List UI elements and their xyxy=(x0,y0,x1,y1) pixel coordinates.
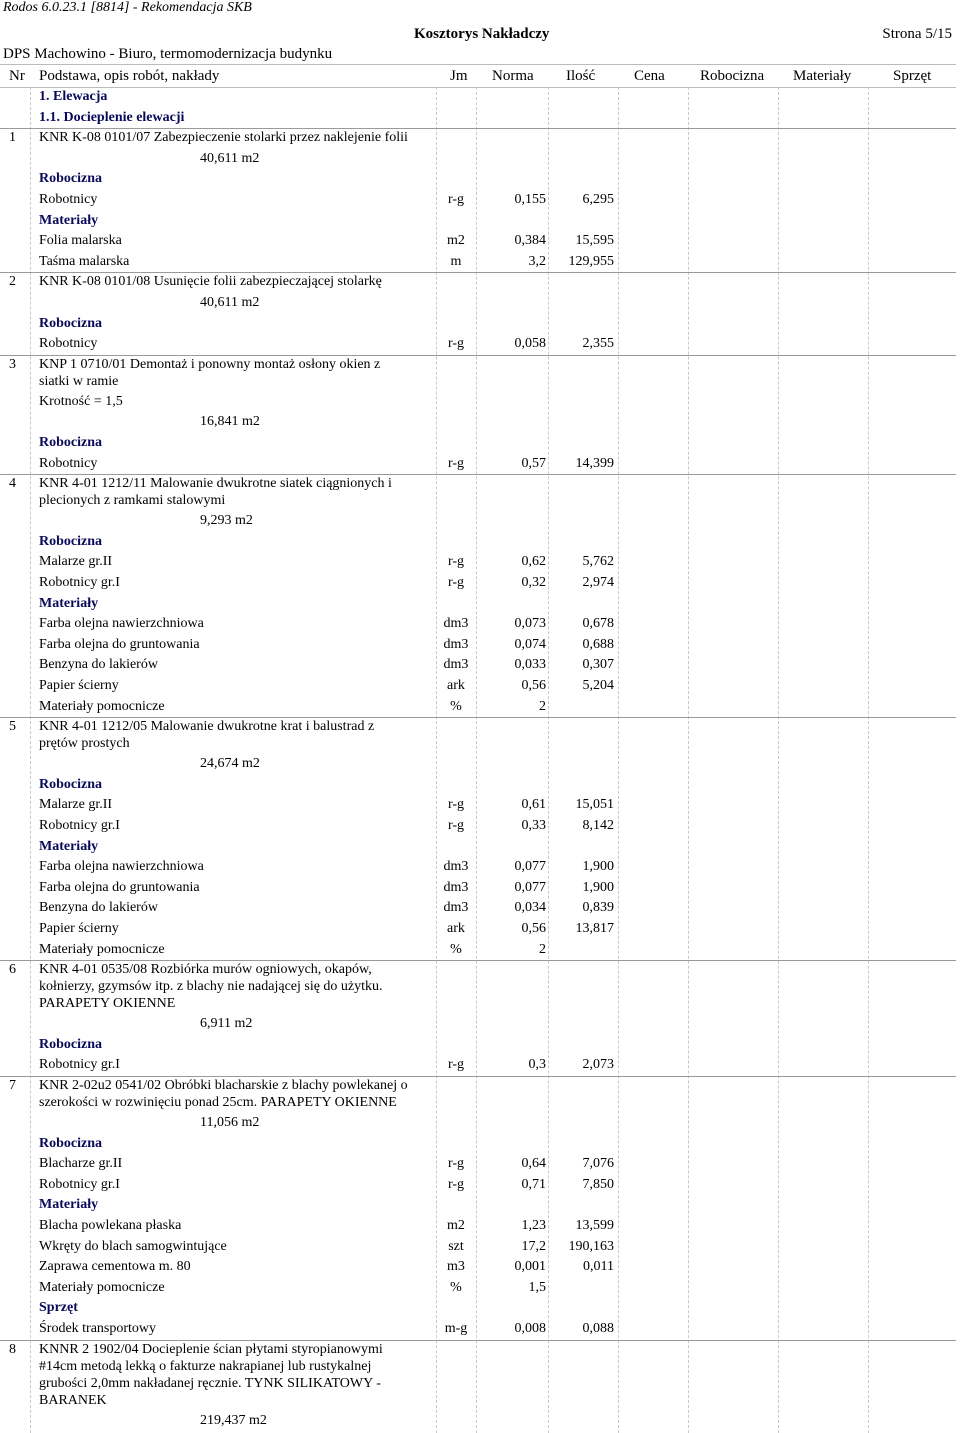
quantity-value: 0,088 xyxy=(582,1321,614,1336)
norm-value: 0,32 xyxy=(521,575,546,590)
position-separator xyxy=(0,717,956,718)
section-title: 1. Elewacja xyxy=(39,89,108,104)
position-separator xyxy=(0,1340,956,1341)
description-continuation xyxy=(0,994,956,1014)
resource-group-label: Robocizna xyxy=(39,533,102,549)
resource-name: Blacha powlekana płaska xyxy=(39,1218,182,1233)
position-description: KNR K-08 0101/08 Usunięcie folii zabezpieczającej stolarkę xyxy=(39,274,382,290)
position-description: KNNR 2 1902/04 Docieplenie ścian płytami styropianowymi xyxy=(39,1341,383,1357)
unit: r-g xyxy=(447,554,465,570)
quantity-row xyxy=(0,1411,956,1431)
resource-row xyxy=(0,1055,956,1075)
position-quantity: 40,611 m2 xyxy=(200,150,260,166)
description-text: #14cm metodą lekką o fakturze nakrapianej lub rustykalnej xyxy=(39,1358,372,1374)
resource-name: Benzyna do lakierów xyxy=(39,657,158,673)
unit: m3 xyxy=(447,1259,465,1275)
description-text: BARANEK xyxy=(39,1392,107,1408)
position-number: 4 xyxy=(9,476,16,492)
unit: dm3 xyxy=(443,879,469,895)
quantity-row xyxy=(0,1014,956,1034)
position-separator xyxy=(0,1076,956,1077)
unit: dm3 xyxy=(443,636,469,652)
col-robocizna: Robocizna xyxy=(700,68,765,84)
unit: dm3 xyxy=(443,657,469,673)
resource-row xyxy=(0,940,956,960)
resource-name: Folia malarska xyxy=(39,233,122,249)
norm-value: 0,56 xyxy=(521,678,546,693)
quantity-value: 6,295 xyxy=(582,192,614,207)
resource-group-label: Robocizna xyxy=(39,1036,102,1052)
company-name: DPS Machowino - Biuro, termomodernizacja budynku xyxy=(3,46,333,62)
quantity-value: 0,307 xyxy=(582,657,614,673)
quantity-value: 13,599 xyxy=(575,1218,614,1233)
description-continuation xyxy=(0,491,956,511)
position-number: 8 xyxy=(9,1341,16,1357)
resource-row xyxy=(0,190,956,210)
resource-row xyxy=(0,697,956,717)
description-text: kołnierzy, gzymsów itp. z blachy nie nadającej się do użytku. xyxy=(39,979,383,995)
position-description: KNR 4-01 1212/11 Malowanie dwukrotne siatek ciągnionych i xyxy=(39,476,392,492)
column-header-row xyxy=(0,64,956,88)
page-number: Strona 5/15 xyxy=(882,26,952,42)
resource-group-label: Materiały xyxy=(39,595,99,611)
quantity-value: 0,839 xyxy=(582,900,614,916)
position-separator xyxy=(0,355,956,356)
unit: m-g xyxy=(444,1321,468,1336)
quantity-row xyxy=(0,754,956,774)
quantity-value: 5,204 xyxy=(582,678,614,693)
quantity-value: 1,900 xyxy=(582,879,614,895)
col-ilosc: Ilość xyxy=(566,68,596,84)
col-norma: Norma xyxy=(492,68,534,84)
description-text: szerokości w rozwinięciu ponad 25cm. PARAPETY OKIENNE xyxy=(39,1095,397,1110)
resource-group-label: Materiały xyxy=(39,838,99,854)
description-text: PARAPETY OKIENNE xyxy=(39,996,176,1012)
cost-estimate-table xyxy=(0,87,956,1433)
resource-group-row xyxy=(0,1035,956,1055)
resource-name: Robotnicy xyxy=(39,192,98,207)
description-continuation xyxy=(0,392,956,412)
position-number: 7 xyxy=(9,1078,16,1093)
resource-name: Robotnicy gr.I xyxy=(39,1057,120,1073)
resource-name: Taśma malarska xyxy=(39,253,130,269)
norm-value: 0,56 xyxy=(521,921,546,936)
resource-group-label: Materiały xyxy=(39,1197,99,1213)
unit: r-g xyxy=(447,797,465,813)
norm-value: 0,71 xyxy=(521,1176,546,1192)
position-description: KNR 4-01 0535/08 Rozbiórka murów ogniowych, okapów, xyxy=(39,962,372,978)
resource-row xyxy=(0,1216,956,1236)
resource-name: Papier ścierny xyxy=(39,921,119,936)
resource-group-label: Robocizna xyxy=(39,1135,102,1151)
position-separator xyxy=(0,474,956,475)
section-row xyxy=(0,108,956,128)
quantity-value: 2,355 xyxy=(582,336,614,352)
norm-value: 0,073 xyxy=(514,616,546,632)
resource-name: Malarze gr.II xyxy=(39,554,113,570)
resource-group-label: Robocizna xyxy=(39,171,102,187)
resource-name: Materiały pomocnicze xyxy=(39,698,165,714)
resource-row xyxy=(0,231,956,251)
col-materialy: Materiały xyxy=(793,68,852,84)
resource-name: Robotnicy gr.I xyxy=(39,1176,120,1192)
norm-value: 0,155 xyxy=(514,192,546,207)
description-continuation xyxy=(0,734,956,754)
resource-name: Farba olejna nawierzchniowa xyxy=(39,859,204,875)
description-text: prętów prostych xyxy=(39,736,130,752)
resource-name: Środek transportowy xyxy=(39,1321,157,1336)
col-cena: Cena xyxy=(634,68,665,84)
quantity-row xyxy=(0,412,956,432)
unit: % xyxy=(450,941,462,957)
position-number: 3 xyxy=(9,356,16,372)
resource-group-row xyxy=(0,532,956,552)
unit: dm3 xyxy=(443,616,469,632)
quantity-value: 2,974 xyxy=(582,575,614,590)
norm-value: 0,001 xyxy=(514,1259,546,1275)
resource-name: Malarze gr.II xyxy=(39,797,113,813)
norm-value: 0,074 xyxy=(514,636,546,652)
quantity-value: 0,011 xyxy=(583,1259,614,1275)
resource-group-label: Sprzęt xyxy=(39,1300,78,1316)
unit: r-g xyxy=(447,1176,465,1192)
resource-name: Farba olejna do gruntowania xyxy=(39,636,200,652)
unit: r-g xyxy=(447,818,465,833)
resource-row xyxy=(0,1175,956,1195)
norm-value: 3,2 xyxy=(528,253,546,269)
position-quantity: 6,911 m2 xyxy=(200,1016,253,1032)
unit: szt xyxy=(448,1238,464,1254)
unit: ark xyxy=(447,678,465,693)
resource-row xyxy=(0,1319,956,1339)
norm-value: 0,034 xyxy=(514,900,546,916)
resource-row xyxy=(0,919,956,939)
norm-value: 0,384 xyxy=(514,233,546,249)
quantity-value: 0,678 xyxy=(582,616,614,632)
quantity-value: 7,850 xyxy=(582,1176,614,1192)
resource-row xyxy=(0,898,956,918)
document-title: Kosztorys Nakładczy xyxy=(414,26,550,42)
position-number: 2 xyxy=(9,274,16,290)
resource-row xyxy=(0,252,956,272)
resource-name: Materiały pomocnicze xyxy=(39,1279,165,1295)
description-text: grubości 2,0mm nakładanej ręcznie. TYNK SILIKATOWY - xyxy=(39,1375,381,1391)
resource-group-row xyxy=(0,211,956,231)
quantity-value: 14,399 xyxy=(575,455,614,471)
resource-row xyxy=(0,552,956,572)
resource-row xyxy=(0,676,956,696)
resource-name: Robotnicy xyxy=(39,455,98,471)
quantity-value: 2,073 xyxy=(582,1057,614,1073)
resource-group-label: Robocizna xyxy=(39,435,102,450)
position-description: KNP 1 0710/01 Demontaż i ponowny montaż osłony okien z xyxy=(39,356,381,372)
resource-row xyxy=(0,1237,956,1257)
unit: r-g xyxy=(447,455,465,471)
position-number: 6 xyxy=(9,962,16,978)
position-quantity: 9,293 m2 xyxy=(200,513,253,529)
unit: r-g xyxy=(447,1057,465,1073)
position-quantity: 11,056 m2 xyxy=(200,1115,260,1130)
section-title: 1.1. Docieplenie elewacji xyxy=(39,109,185,125)
norm-value: 0,008 xyxy=(514,1321,546,1336)
quantity-row xyxy=(0,149,956,169)
resource-name: Papier ścierny xyxy=(39,678,119,693)
unit: ark xyxy=(447,921,465,936)
resource-name: Robotnicy gr.I xyxy=(39,818,120,833)
resource-row xyxy=(0,857,956,877)
position-number: 1 xyxy=(9,130,16,146)
description-text: siatki w ramie xyxy=(39,373,119,389)
quantity-row xyxy=(0,511,956,531)
col-jm: Jm xyxy=(450,68,468,84)
norm-value: 0,3 xyxy=(528,1057,546,1073)
unit: r-g xyxy=(447,336,465,352)
resource-name: Benzyna do lakierów xyxy=(39,900,158,916)
resource-group-label: Materiały xyxy=(39,212,99,228)
resource-row xyxy=(0,1278,956,1298)
col-sprzet: Sprzęt xyxy=(893,68,932,84)
quantity-value: 7,076 xyxy=(582,1156,614,1172)
resource-group-row xyxy=(0,1195,956,1215)
resource-group-row xyxy=(0,433,956,453)
norm-value: 0,058 xyxy=(514,336,546,352)
position-separator xyxy=(0,128,956,129)
norm-value: 1,23 xyxy=(521,1218,546,1233)
col-nr: Nr xyxy=(9,68,25,84)
resource-name: Farba olejna nawierzchniowa xyxy=(39,616,204,632)
unit: m xyxy=(450,253,462,269)
resource-row xyxy=(0,334,956,354)
quantity-value: 129,955 xyxy=(568,253,614,269)
position-description: KNR 2-02u2 0541/02 Obróbki blacharskie z blachy powlekanej o xyxy=(39,1078,408,1093)
resource-name: Robotnicy xyxy=(39,336,98,352)
unit: dm3 xyxy=(443,859,469,875)
norm-value: 0,62 xyxy=(521,554,546,570)
quantity-row xyxy=(0,293,956,313)
description-text: Krotność = 1,5 xyxy=(39,393,123,409)
col-desc: Podstawa, opis robót, nakłady xyxy=(39,68,220,84)
norm-value: 2 xyxy=(539,941,546,957)
resource-row xyxy=(0,878,956,898)
position-quantity: 24,674 m2 xyxy=(200,756,260,772)
resource-group-label: Robocizna xyxy=(39,776,102,792)
unit: m2 xyxy=(447,1218,465,1233)
resource-row xyxy=(0,1154,956,1174)
norm-value: 0,33 xyxy=(521,818,546,833)
norm-value: 0,57 xyxy=(521,455,546,471)
unit: r-g xyxy=(447,575,465,590)
description-text: plecionych z ramkami stalowymi xyxy=(39,493,226,509)
norm-value: 17,2 xyxy=(521,1238,546,1254)
resource-row xyxy=(0,655,956,675)
resource-group-row xyxy=(0,1134,956,1154)
resource-row xyxy=(0,635,956,655)
resource-group-row xyxy=(0,314,956,334)
resource-name: Blacharze gr.II xyxy=(39,1156,123,1172)
resource-row xyxy=(0,795,956,815)
quantity-value: 1,900 xyxy=(582,859,614,875)
resource-row xyxy=(0,1257,956,1277)
resource-group-row xyxy=(0,169,956,189)
resource-name: Zaprawa cementowa m. 80 xyxy=(39,1259,191,1275)
quantity-value: 15,051 xyxy=(575,797,614,813)
description-continuation xyxy=(0,1391,956,1411)
resource-group-row xyxy=(0,837,956,857)
resource-group-row xyxy=(0,1298,956,1318)
unit: r-g xyxy=(447,1156,465,1172)
quantity-row xyxy=(0,1113,956,1133)
norm-value: 0,077 xyxy=(514,879,546,895)
norm-value: 2 xyxy=(539,698,546,714)
position-description: KNR 4-01 1212/05 Malowanie dwukrotne krat i balustrad z xyxy=(39,719,375,735)
app-title: Rodos 6.0.23.1 [8814] - Rekomendacja SKB xyxy=(3,0,252,15)
unit: % xyxy=(450,1279,462,1295)
resource-row xyxy=(0,454,956,474)
norm-value: 0,033 xyxy=(514,657,546,673)
norm-value: 0,077 xyxy=(514,859,546,875)
resource-name: Farba olejna do gruntowania xyxy=(39,879,200,895)
position-quantity: 16,841 m2 xyxy=(200,414,260,430)
description-continuation xyxy=(0,372,956,392)
norm-value: 0,64 xyxy=(521,1156,546,1172)
position-number: 5 xyxy=(9,719,16,735)
quantity-value: 8,142 xyxy=(582,818,614,833)
description-continuation xyxy=(0,1093,956,1113)
quantity-value: 13,817 xyxy=(575,921,614,936)
position-row xyxy=(0,128,956,148)
position-quantity: 40,611 m2 xyxy=(200,295,260,310)
unit: m2 xyxy=(447,233,465,249)
unit: dm3 xyxy=(443,900,469,916)
resource-name: Materiały pomocnicze xyxy=(39,941,165,957)
quantity-value: 190,163 xyxy=(568,1238,614,1254)
resource-group-row xyxy=(0,775,956,795)
position-separator xyxy=(0,272,956,273)
unit: % xyxy=(450,698,462,714)
resource-row xyxy=(0,816,956,836)
quantity-value: 15,595 xyxy=(575,233,614,249)
resource-group-row xyxy=(0,594,956,614)
resource-group-label: Robocizna xyxy=(39,315,102,331)
resource-name: Robotnicy gr.I xyxy=(39,575,120,590)
position-quantity: 219,437 m2 xyxy=(200,1412,267,1428)
position-row xyxy=(0,272,956,292)
quantity-value: 5,762 xyxy=(582,554,614,570)
position-separator xyxy=(0,960,956,961)
resource-row xyxy=(0,614,956,634)
resource-name: Wkręty do blach samogwintujące xyxy=(39,1238,227,1254)
quantity-value: 0,688 xyxy=(582,636,614,652)
unit: r-g xyxy=(447,192,465,207)
position-description: KNR K-08 0101/07 Zabezpieczenie stolarki przez naklejenie folii xyxy=(39,130,408,146)
norm-value: 0,61 xyxy=(521,797,546,813)
norm-value: 1,5 xyxy=(528,1279,546,1295)
section-row xyxy=(0,87,956,107)
resource-row xyxy=(0,573,956,593)
